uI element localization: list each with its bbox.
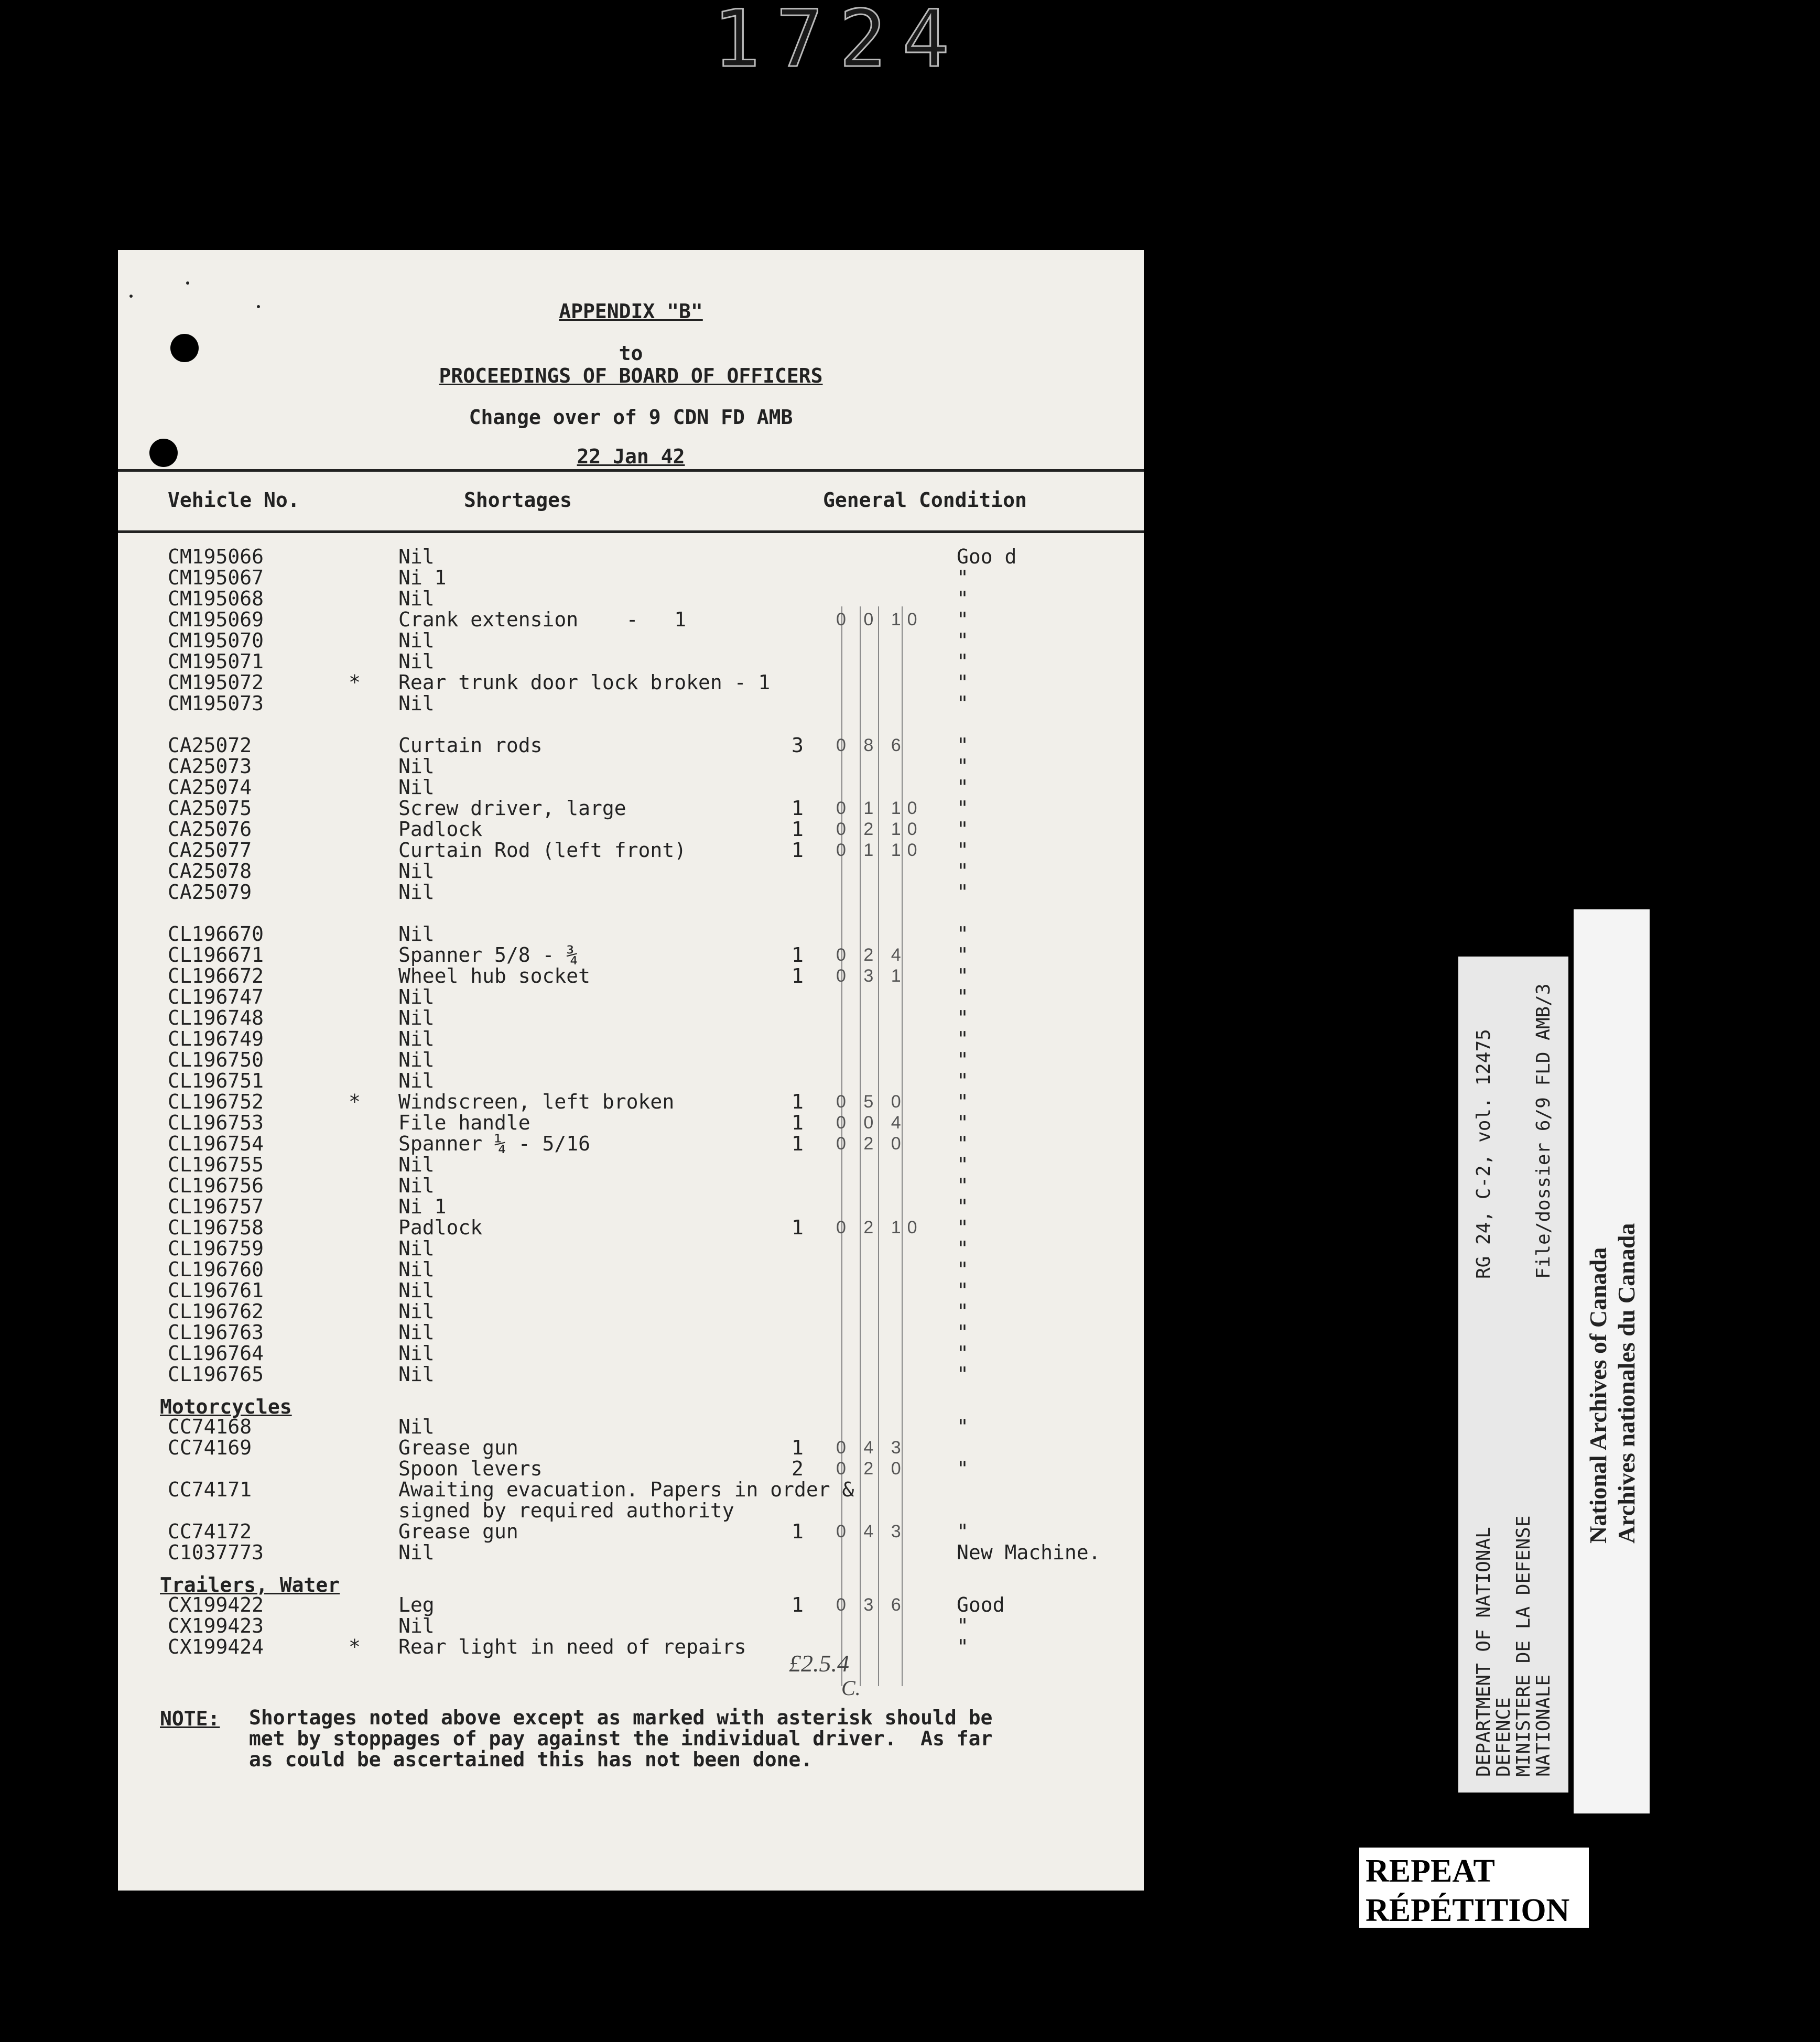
shortage-text: Nil [398,1027,435,1050]
archives-en: National Archives of Canada [1585,1247,1611,1544]
cost-handwritten: 0 2 0 [836,1459,907,1479]
archives-name-text [1584,1223,1641,1544]
vehicle-number: CL196756 [168,1174,264,1197]
quantity: 1 [792,1111,804,1134]
shortage-text: Crank extension - 1 [398,608,687,631]
shortage-text: Curtain rods [398,734,543,757]
quantity: 1 [792,1593,804,1616]
vehicle-number: CM195071 [168,650,264,673]
vehicle-number: CL196751 [168,1069,264,1092]
shortage-text: Nil [398,1174,435,1197]
shortage-text: Curtain Rod (left front) [398,839,687,862]
shortage-text: Nil [398,776,435,799]
appendix-title: APPENDIX "B" [559,300,703,323]
vehicle-number: CC74168 [168,1415,252,1438]
header-rule-bottom [118,530,1144,533]
vehicle-number: C1037773 [168,1541,264,1564]
condition: " [957,922,969,946]
shortage-text: Nil [398,1237,435,1260]
quantity: 1 [792,839,804,862]
condition: New Machine. [957,1541,1101,1564]
vehicle-number: CC74171 [168,1478,252,1501]
col-shortages: Shortages [464,488,572,512]
cost-handwritten: 0 5 0 [836,1092,907,1112]
condition: " [957,818,969,841]
quantity: 2 [792,1457,804,1480]
section-motorcycles: Motorcycles [160,1395,292,1418]
cost-handwritten: 0 2 4 [836,945,907,965]
shortage-text: Padlock [398,818,483,841]
vehicle-number: CM195072 [168,671,264,694]
section-trailers: Trailers, Water [160,1573,340,1596]
vehicle-number: CL196761 [168,1279,264,1302]
vehicle-number: CL196672 [168,964,264,987]
archives-fr: Archives nationales du Canada [1613,1223,1640,1544]
vehicle-number: CM195070 [168,629,264,652]
cost-handwritten: 0 1 10 [836,798,924,818]
shortage-text: Nil [398,1321,435,1344]
shortage-text: Nil [398,587,435,610]
condition: " [957,1457,969,1480]
condition: " [957,1279,969,1302]
cost-handwritten: 0 1 10 [836,840,924,860]
shortage-text: Nil [398,650,435,673]
condition: " [957,1635,969,1658]
shortage-text: Nil [398,545,435,568]
vehicle-number: CL196753 [168,1111,264,1134]
shortage-text: Ni 1 [398,566,447,589]
condition: " [957,776,969,799]
dept-line-2: DEFENCE [1493,1697,1514,1777]
vehicle-number: CL196765 [168,1363,264,1386]
cost-handwritten: 0 8 6 [836,735,907,755]
vehicle-number: CL196760 [168,1258,264,1281]
vehicle-number: CC74169 [168,1436,252,1459]
condition: " [957,1216,969,1239]
document-page [118,250,1144,1891]
repeat-stamp [1356,1844,1592,1931]
vehicle-number: CM195069 [168,608,264,631]
vehicle-number: CL196750 [168,1048,264,1071]
shortage-text: Spanner ¼ - 5/16 [398,1132,591,1155]
ref-line-2: File/dossier 6/9 FLD AMB/3 [1533,983,1554,1279]
shortage-text: Nil [398,860,435,883]
archive-label-card [1458,957,1568,1793]
cost-handwritten: 0 3 6 [836,1595,907,1615]
vehicle-number: CL196754 [168,1132,264,1155]
ref-line-1: RG 24, C-2, vol. 12475 [1473,1029,1494,1279]
quantity: 1 [792,1436,804,1459]
shortage-text: Grease gun [398,1436,518,1459]
shortage-text: Nil [398,1614,435,1637]
condition: " [957,1174,969,1197]
vehicle-number: CL196671 [168,943,264,966]
quantity: 1 [792,1216,804,1239]
cost-handwritten: 0 4 3 [836,1522,907,1541]
condition: " [957,629,969,652]
vehicle-number: CM195073 [168,692,264,715]
condition: " [957,943,969,966]
shortage-text: Nil [398,1006,435,1029]
note-text: Shortages noted above except as marked with asterisk should be met by stoppages of pay against the individual driver. As far as could be ascertained this has not been done. [249,1706,1005,1771]
cost-handwritten: 0 2 10 [836,1218,924,1237]
shortage-text: File handle [398,1111,530,1134]
shortage-text: Screw driver, large [398,797,626,820]
condition: " [957,860,969,883]
condition: " [957,671,969,694]
vehicle-number: CA25077 [168,839,252,862]
condition: " [957,881,969,904]
vehicle-number: CL196755 [168,1153,264,1176]
condition: " [957,1153,969,1176]
vehicle-number: CL196670 [168,922,264,946]
condition: Good [957,1593,1005,1616]
condition: " [957,734,969,757]
shortage-text: Wheel hub socket [398,964,591,987]
vehicle-number: CM195067 [168,566,264,589]
condition: " [957,1237,969,1260]
total-sub: C. [841,1676,861,1700]
condition: " [957,797,969,820]
shortage-text: Nil [398,692,435,715]
condition: " [957,1321,969,1344]
col-condition: General Condition [823,488,1027,512]
vehicle-number: CX199424 [168,1635,264,1658]
shortage-text: Nil [398,1300,435,1323]
shortage-text: Nil [398,1342,435,1365]
vehicle-number: CL196747 [168,985,264,1008]
condition: " [957,839,969,862]
vehicle-number: CL196758 [168,1216,264,1239]
shortage-text: Grease gun [398,1520,518,1543]
shortage-text: Nil [398,1153,435,1176]
shortage-text: Nil [398,1069,435,1092]
archives-name-card [1574,909,1650,1813]
condition: " [957,1520,969,1543]
department-text [1474,1516,1554,1777]
vehicle-number: CL196752 [168,1090,264,1113]
condition: " [957,1006,969,1029]
dept-line-1: DEPARTMENT OF NATIONAL [1473,1527,1494,1777]
repeat-en: REPEAT [1366,1853,1495,1889]
condition: Goo d [957,545,1017,568]
shortage-text: Nil [398,881,435,904]
vehicle-number: CL196763 [168,1321,264,1344]
vehicle-number: CA25076 [168,818,252,841]
vehicle-number: CA25079 [168,881,252,904]
vehicle-number: CA25075 [168,797,252,820]
condition: " [957,1415,969,1438]
cost-handwritten: 0 0 10 [836,610,924,629]
shortage-text: Nil [398,985,435,1008]
condition: " [957,1090,969,1113]
quantity: 1 [792,1132,804,1155]
condition: " [957,1111,969,1134]
reference-text [1474,983,1554,1279]
shortage-text: Nil [398,1279,435,1302]
frame-number: 1724 [713,0,966,85]
speck [186,281,189,285]
cost-handwritten: 0 3 1 [836,966,907,986]
shortage-text: Padlock [398,1216,483,1239]
quantity: 3 [792,734,804,757]
condition: " [957,587,969,610]
cost-handwritten: 0 2 0 [836,1134,907,1154]
speck [129,295,133,298]
vehicle-number: CL196757 [168,1195,264,1218]
quantity: 1 [792,943,804,966]
vehicle-number: CL196764 [168,1342,264,1365]
note-label-text: NOTE: [160,1707,220,1730]
condition: " [957,1258,969,1281]
condition: " [957,985,969,1008]
vehicle-number: CM195068 [168,587,264,610]
condition: " [957,1048,969,1071]
condition: " [957,1614,969,1637]
shortage-text: signed by required authority [398,1499,734,1522]
vehicle-number: CL196762 [168,1300,264,1323]
asterisk-mark: * [349,1090,361,1113]
condition: " [957,1027,969,1050]
vehicle-number: CL196759 [168,1237,264,1260]
quantity: 1 [792,818,804,841]
condition: " [957,650,969,673]
cost-handwritten: 0 4 3 [836,1438,907,1458]
cost-handwritten: 0 2 10 [836,819,924,839]
vehicle-number: CX199422 [168,1593,264,1616]
condition: " [957,964,969,987]
change-over-line: Change over of 9 CDN FD AMB [469,406,793,429]
condition: " [957,1300,969,1323]
total-amount: £2.5.4 [789,1650,849,1677]
note-label [160,1707,220,1730]
shortage-text: Nil [398,1541,435,1564]
vehicle-number: CM195066 [168,545,264,568]
condition: " [957,1342,969,1365]
dept-line-3: MINISTERE DE LA DEFENSE [1513,1515,1534,1777]
cost-handwritten: 0 0 4 [836,1113,907,1133]
shortage-text: Spoon levers [398,1457,543,1480]
shortage-text: Nil [398,1258,435,1281]
asterisk-mark: * [349,1635,361,1658]
vehicle-number: CA25072 [168,734,252,757]
vehicle-number: CC74172 [168,1520,252,1543]
shortage-text: Leg [398,1593,435,1616]
condition: " [957,1069,969,1092]
condition: " [957,1363,969,1386]
condition: " [957,566,969,589]
quantity: 1 [792,1090,804,1113]
proceedings-title: PROCEEDINGS OF BOARD OF OFFICERS [439,364,823,387]
date-line: 22 Jan 42 [577,445,685,468]
asterisk-mark: * [349,671,361,694]
shortage-text: Nil [398,755,435,778]
shortage-text: Awaiting evacuation. Papers in order & [398,1478,854,1501]
vehicle-number: CA25074 [168,776,252,799]
condition: " [957,1195,969,1218]
condition: " [957,608,969,631]
shortage-text: Spanner 5/8 - ¾ [398,943,579,966]
header-rule-top [118,469,1144,472]
col-vehicle: Vehicle No. [168,488,300,512]
shortage-text: Windscreen, left broken [398,1090,675,1113]
vehicle-number: CA25078 [168,860,252,883]
condition: " [957,692,969,715]
condition: " [957,755,969,778]
repeat-fr: RÉPÉTITION [1366,1893,1570,1928]
vehicle-number: CX199423 [168,1614,264,1637]
quantity: 1 [792,797,804,820]
quantity: 1 [792,1520,804,1543]
vehicle-number: CL196748 [168,1006,264,1029]
vehicle-number: CA25073 [168,755,252,778]
shortage-text: Nil [398,1048,435,1071]
to-line: to [619,342,643,365]
shortage-text: Nil [398,1363,435,1386]
condition: " [957,1132,969,1155]
shortage-text: Rear light in need of repairs [398,1635,746,1658]
shortage-text: Nil [398,629,435,652]
shortage-text: Ni 1 [398,1195,447,1218]
dept-line-4: NATIONALE [1533,1674,1554,1777]
shortage-text: Nil [398,1415,435,1438]
shortage-text: Rear trunk door lock broken - 1 [398,671,771,694]
quantity: 1 [792,964,804,987]
shortage-text: Nil [398,922,435,946]
vehicle-number: CL196749 [168,1027,264,1050]
